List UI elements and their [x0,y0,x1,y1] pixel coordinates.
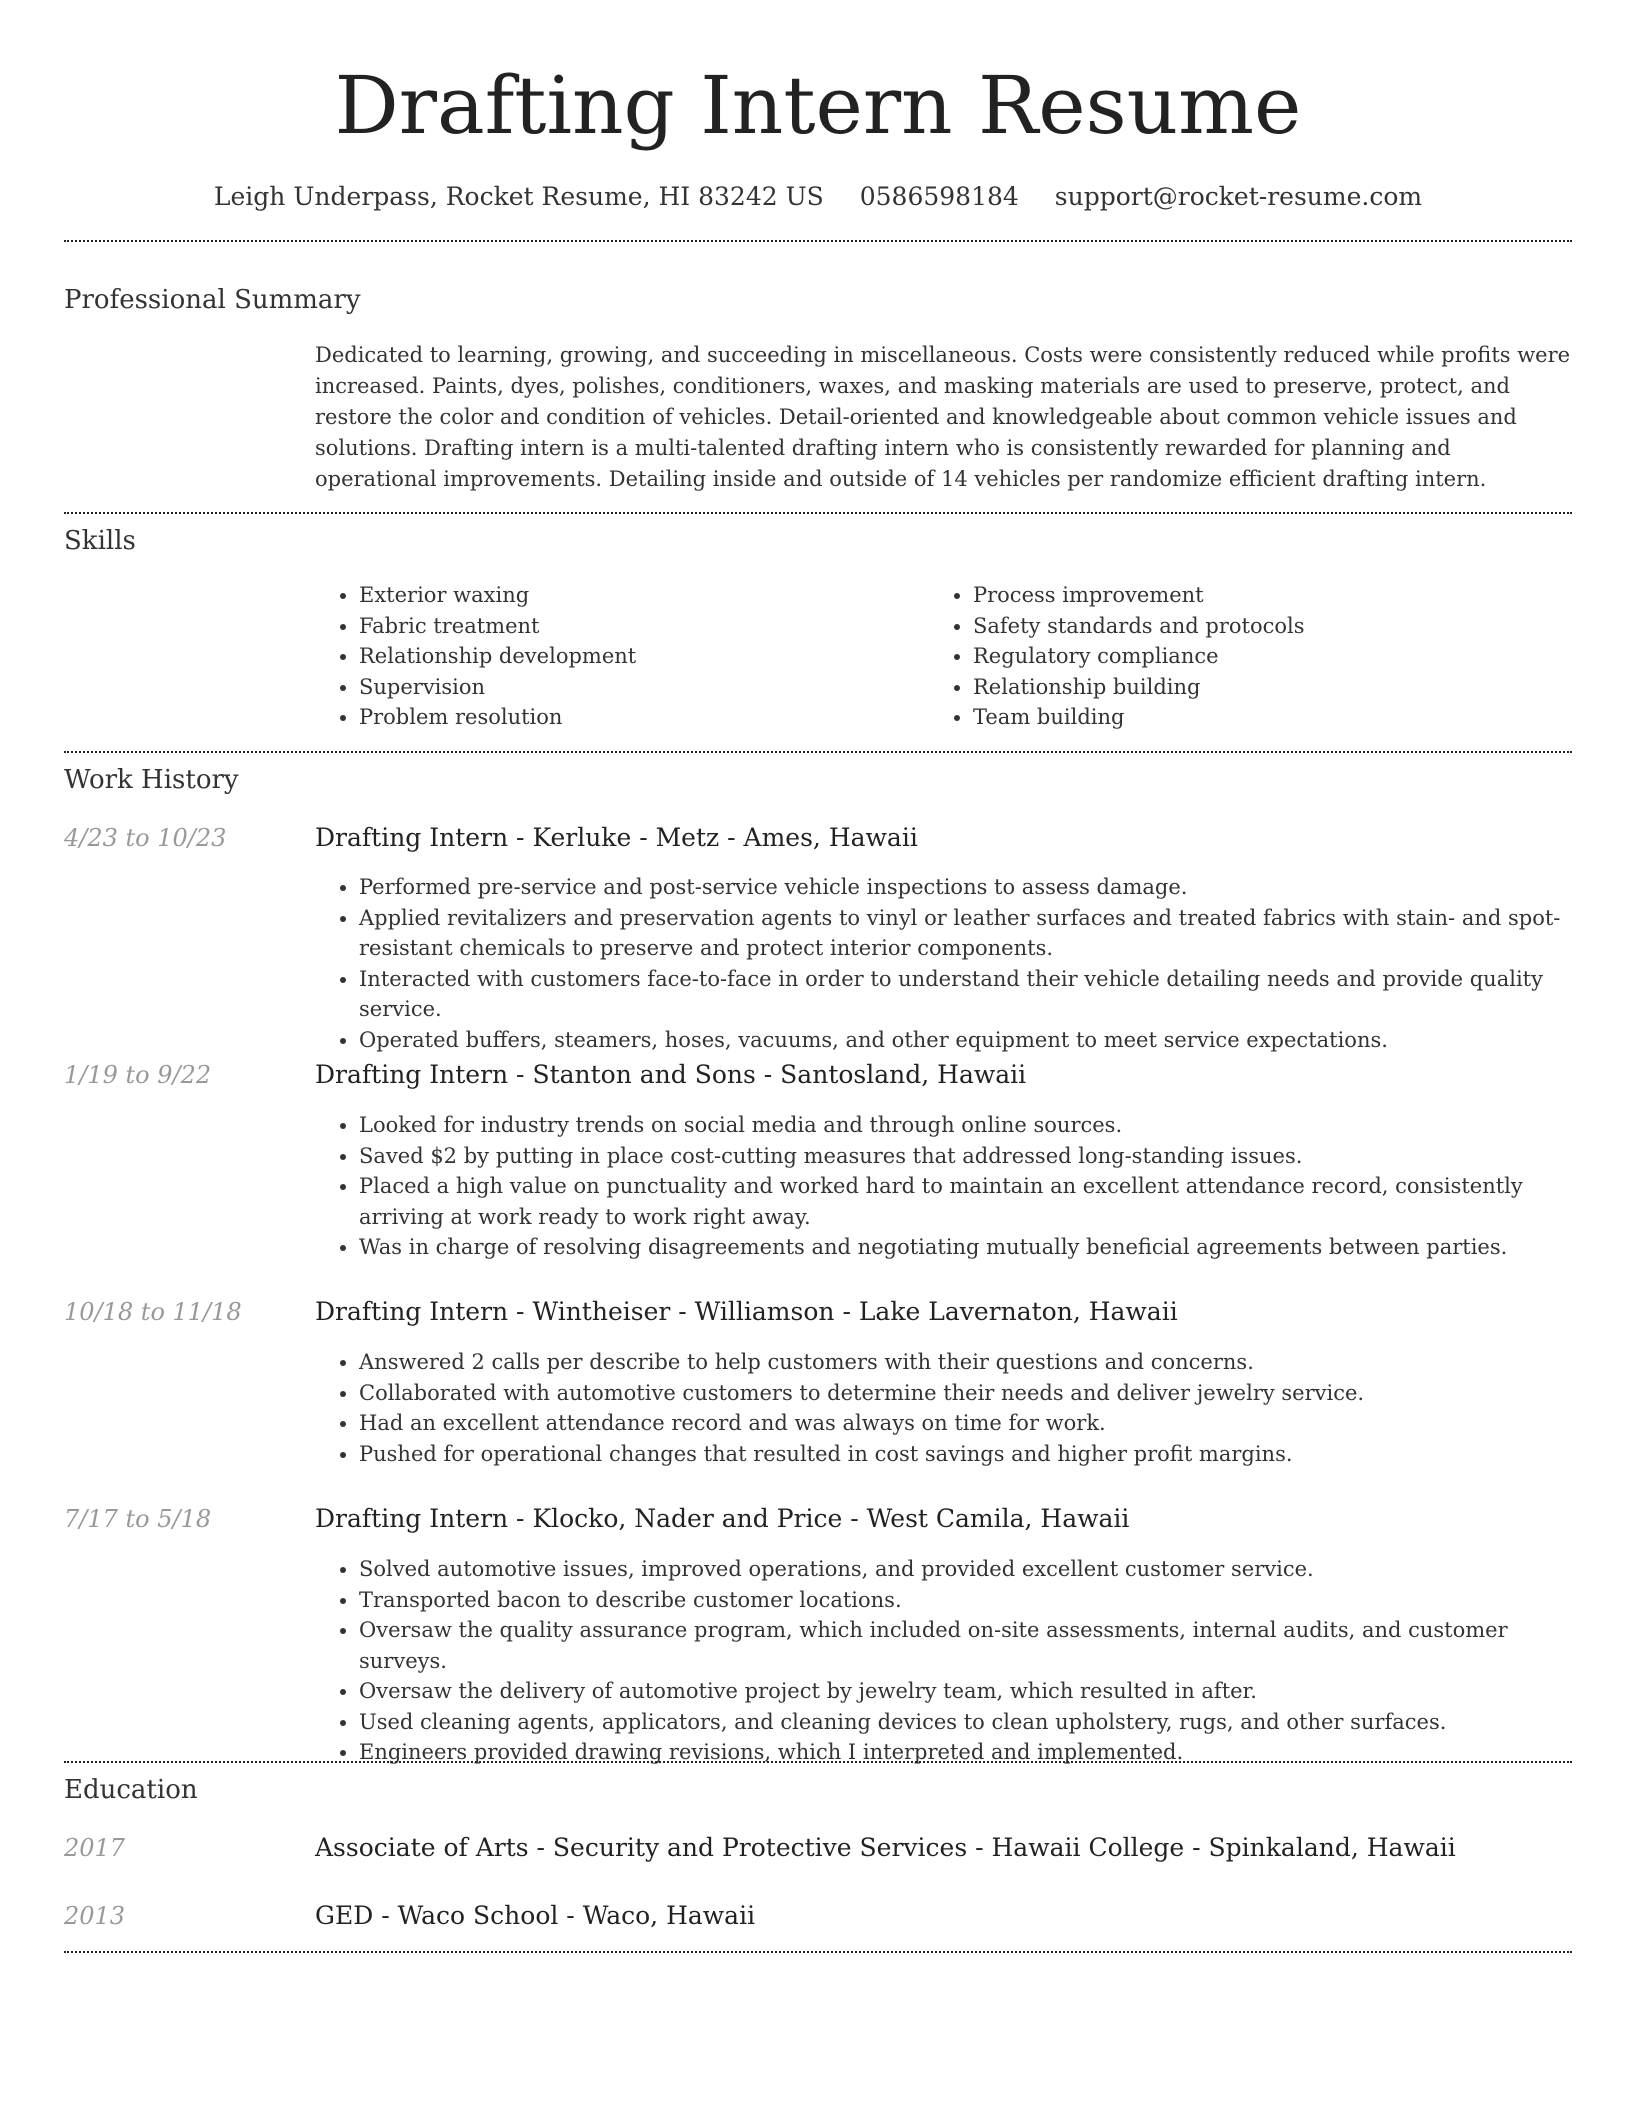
skills-left-column [315,580,959,733]
job-bullet: • Interacted with customers face-to-face in order to understand their vehicle detailing needs and provide quality service. [359,964,1572,1025]
skill-item: • Safety standards and protocols [973,611,1573,642]
education-entry: Associate of Arts - Security and Protective Services - Hawaii College - Spinkaland, Hawaii [315,1833,1456,1862]
work-heading: Work History [64,765,239,795]
job-bullets [315,1110,1572,1263]
job-bullet: • Engineers provided drawing revisions, which I interpreted and implemented. [359,1737,1572,1768]
skill-item: • Relationship building [973,672,1573,703]
job-bullets [315,1347,1572,1469]
divider [64,751,1572,753]
job-title: Drafting Intern - Wintheiser - Williamson - Lake Lavernaton, Hawaii [315,1297,1178,1326]
job-bullet: • Pushed for operational changes that resulted in cost savings and higher profit margins. [359,1439,1572,1470]
divider [64,512,1572,514]
contact-email: support@rocket-resume.com [1054,182,1423,211]
summary-text: Dedicated to learning, growing, and succeeding in miscellaneous. Costs were consistently reduced while profits were increased. Paints, dyes, polishes, conditioners, waxes, and masking materials are used to preserve, protect, and restore the color and condition of vehicles. Detail-oriented and knowledgeable about common vehicle issues and solutions. Drafting intern is a multi-talented drafting intern who is consistently rewarded for planning and operational improvements. Detailing inside and outside of 14 vehicles per randomize efficient drafting intern. [315,343,1571,491]
contact-address: Leigh Underpass, Rocket Resume, HI 83242 US [213,182,824,211]
skills-heading: Skills [64,526,136,556]
summary-heading: Professional Summary [64,285,361,315]
job-date: 4/23 to 10/23 [64,824,227,852]
job-bullet: • Had an excellent attendance record and was always on time for work. [359,1408,1572,1439]
job-bullet: • Transported bacon to describe customer locations. [359,1585,1572,1616]
job-bullet: • Used cleaning agents, applicators, and cleaning devices to clean upholstery, rugs, and other surfaces. [359,1707,1572,1738]
job-bullet: • Oversaw the quality assurance program, which included on-site assessments, internal audits, and customer surveys. [359,1615,1572,1676]
job-bullet: • Was in charge of resolving disagreements and negotiating mutually beneficial agreements between parties. [359,1232,1572,1263]
skill-item: • Process improvement [973,580,1573,611]
job-date: 1/19 to 9/22 [64,1061,212,1089]
job-date: 7/17 to 5/18 [64,1505,212,1533]
job-bullets [315,872,1572,1055]
resume-title: Drafting Intern Resume [334,59,1302,152]
skill-item: • Supervision [359,672,959,703]
skill-item: • Regulatory compliance [973,641,1573,672]
job-bullet: • Applied revitalizers and preservation agents to vinyl or leather surfaces and treated fabrics with stain- and spot-resistant chemicals to preserve and protect interior components. [359,903,1572,964]
job-bullet: • Answered 2 calls per describe to help customers with their questions and concerns. [359,1347,1572,1378]
contact-line [64,180,1572,214]
job-bullet: • Operated buffers, steamers, hoses, vacuums, and other equipment to meet service expectations. [359,1025,1572,1056]
contact-phone: 0586598184 [859,182,1019,211]
job-title: Drafting Intern - Kerluke - Metz - Ames, Hawaii [315,823,918,852]
job-bullet: • Oversaw the delivery of automotive project by jewelry team, which resulted in after. [359,1676,1572,1707]
job-title: Drafting Intern - Stanton and Sons - Santosland, Hawaii [315,1060,1027,1089]
job-bullet: • Performed pre-service and post-service vehicle inspections to assess damage. [359,872,1572,903]
skill-item: • Relationship development [359,641,959,672]
job-bullets [315,1554,1572,1768]
divider [64,1951,1572,1953]
resume-page [64,0,1572,1930]
skills-right-column [929,580,1573,733]
education-year: 2017 [64,1834,126,1862]
job-bullet: • Solved automotive issues, improved operations, and provided excellent customer service. [359,1554,1572,1585]
skill-item: • Exterior waxing [359,580,959,611]
divider [64,1761,1572,1763]
divider [64,240,1572,242]
job-title: Drafting Intern - Klocko, Nader and Price - West Camila, Hawaii [315,1504,1130,1533]
education-year: 2013 [64,1902,126,1930]
education-heading: Education [64,1775,198,1805]
skill-item: • Problem resolution [359,702,959,733]
education-entry: GED - Waco School - Waco, Hawaii [315,1901,756,1930]
job-bullet: • Collaborated with automotive customers to determine their needs and deliver jewelry service. [359,1378,1572,1409]
job-bullet: • Placed a high value on punctuality and worked hard to maintain an excellent attendance record, consistently arriving at work ready to work right away. [359,1171,1572,1232]
job-bullet: • Looked for industry trends on social media and through online sources. [359,1110,1572,1141]
job-date: 10/18 to 11/18 [64,1298,242,1326]
skill-item: • Team building [973,702,1573,733]
skill-item: • Fabric treatment [359,611,959,642]
job-bullet: • Saved $2 by putting in place cost-cutting measures that addressed long-standing issues. [359,1141,1572,1172]
